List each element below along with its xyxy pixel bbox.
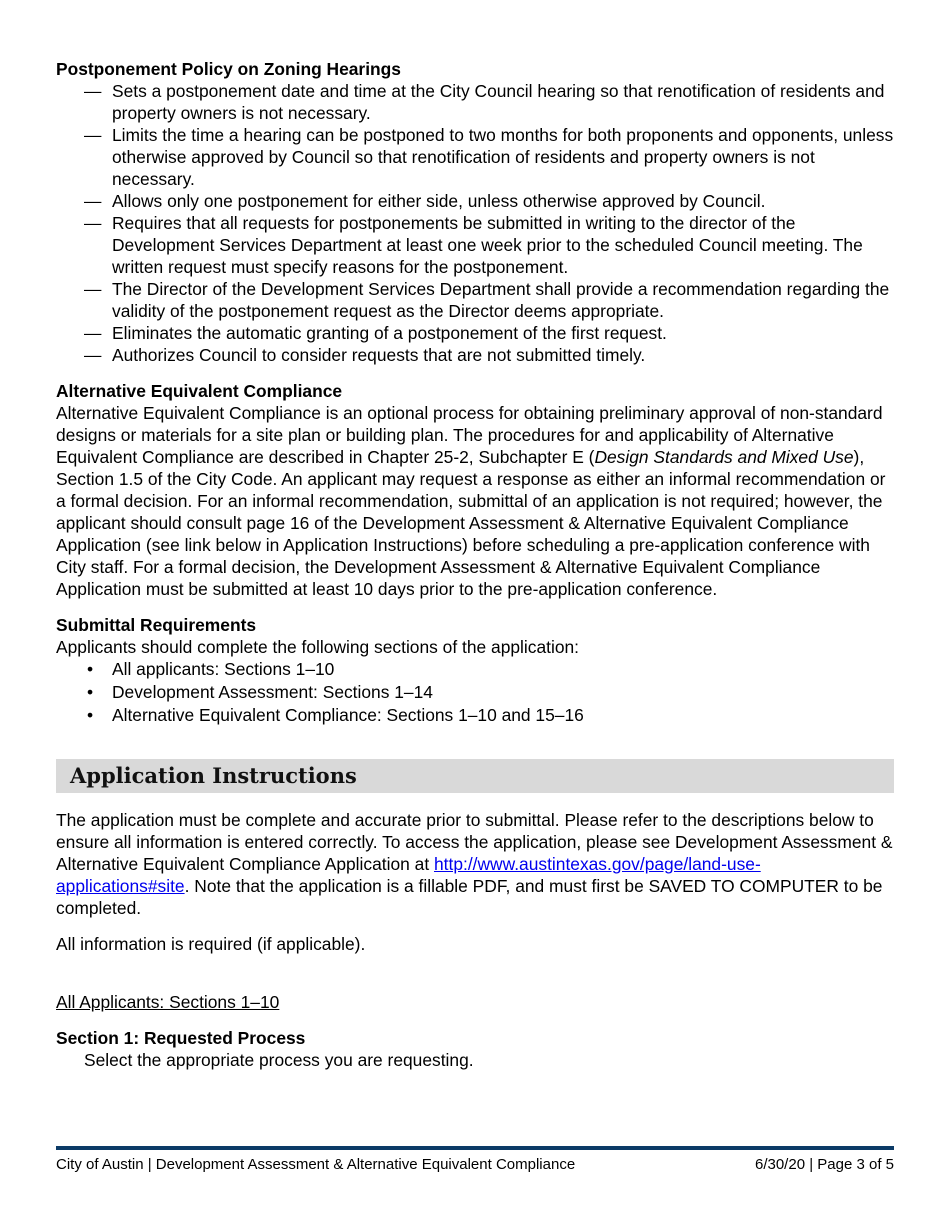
section-1-text: Select the appropriate process you are requesting. bbox=[84, 1050, 474, 1070]
list-item: — Sets a postponement date and time at the City Council hearing so that renotification of residents and property owners is not necessary. bbox=[56, 80, 894, 124]
list-item: — The Director of the Development Services Department shall provide a recommendation regarding the validity of the postponement request as the Director deems appropriate. bbox=[56, 278, 894, 322]
submittal-list bbox=[56, 658, 894, 727]
all-applicants-subheading: All Applicants: Sections 1–10 bbox=[56, 992, 280, 1012]
application-link[interactable]: http://www.austintexas.gov/page/land-use-applications#site bbox=[56, 854, 761, 896]
aec-text-italic: Design Standards and Mixed Use bbox=[594, 447, 854, 467]
instructions-paragraph bbox=[56, 809, 894, 919]
list-item: — Limits the time a hearing can be postponed to two months for both proponents and opponents, unless otherwise approved by Council so that renotification of residents and property owners is not necessary. bbox=[56, 124, 894, 190]
list-item: • Development Assessment: Sections 1–14 bbox=[56, 681, 894, 704]
list-item: — Authorizes Council to consider requests that are not submitted timely. bbox=[56, 344, 894, 366]
section-1-heading: Section 1: Requested Process bbox=[56, 1028, 306, 1048]
list-item: — Requires that all requests for postponements be submitted in writing to the director of the Development Services Department at least one week prior to the scheduled Council meeting. The written request must specify reasons for the postponement. bbox=[56, 212, 894, 278]
submittal-intro: Applicants should complete the following sections of the application: bbox=[56, 637, 580, 657]
list-item: — Allows only one postponement for either side, unless otherwise approved by Council. bbox=[56, 190, 894, 212]
section-band-title: Application Instructions bbox=[56, 759, 894, 793]
aec-heading: Alternative Equivalent Compliance bbox=[56, 381, 343, 401]
postponement-heading: Postponement Policy on Zoning Hearings bbox=[56, 59, 401, 79]
document-page bbox=[56, 58, 894, 1071]
submittal-heading: Submittal Requirements bbox=[56, 615, 257, 635]
required-note: All information is required (if applicable). bbox=[56, 934, 366, 954]
aec-paragraph bbox=[56, 402, 894, 600]
postponement-list bbox=[56, 80, 894, 366]
list-item: • Alternative Equivalent Compliance: Sections 1–10 and 15–16 bbox=[56, 704, 894, 727]
aec-text-1: Alternative Equivalent Compliance is an optional process for obtaining preliminary approval of non-standard designs or materials for a site plan or building plan. The procedures for and applicability of Alternative Equivalent Compliance are described in Chapter 25-2, Subchapter E ( bbox=[56, 403, 883, 467]
instructions-text: The application must be complete and accurate prior to submittal. Please refer to the descriptions below to ensure all information is entered correctly. To access the application, please see Development Assessment & Alternative Equivalent Compliance Application at bbox=[56, 810, 893, 874]
list-item: • All applicants: Sections 1–10 bbox=[56, 658, 894, 681]
list-item: — Eliminates the automatic granting of a postponement of the first request. bbox=[56, 322, 894, 344]
footer-right: 6/30/20 | Page 3 of 5 bbox=[754, 1156, 894, 1173]
instructions-text-end: . Note that the application is a fillable PDF, and must first be SAVED TO COMPUTER to be completed. bbox=[56, 876, 883, 918]
footer-rule bbox=[56, 1146, 894, 1150]
aec-text-2: ), Section 1.5 of the City Code. An applicant may request a response as either an informal recommendation or a formal decision. For an informal recommendation, submittal of an application is not required; however, the applicant should consult page 16 of the Development Assessment & Alternative Equivalent Compliance Application (see link below in Application Instructions) before scheduling a pre-application conference with City staff. For a formal decision, the Development Assessment & Alternative Equivalent Compliance Application must be submitted at least 10 days prior to the pre-application conference. bbox=[56, 447, 886, 599]
footer-left: City of Austin | Development Assessment & Alternative Equivalent Compliance bbox=[56, 1156, 576, 1173]
page-footer bbox=[56, 1156, 894, 1173]
